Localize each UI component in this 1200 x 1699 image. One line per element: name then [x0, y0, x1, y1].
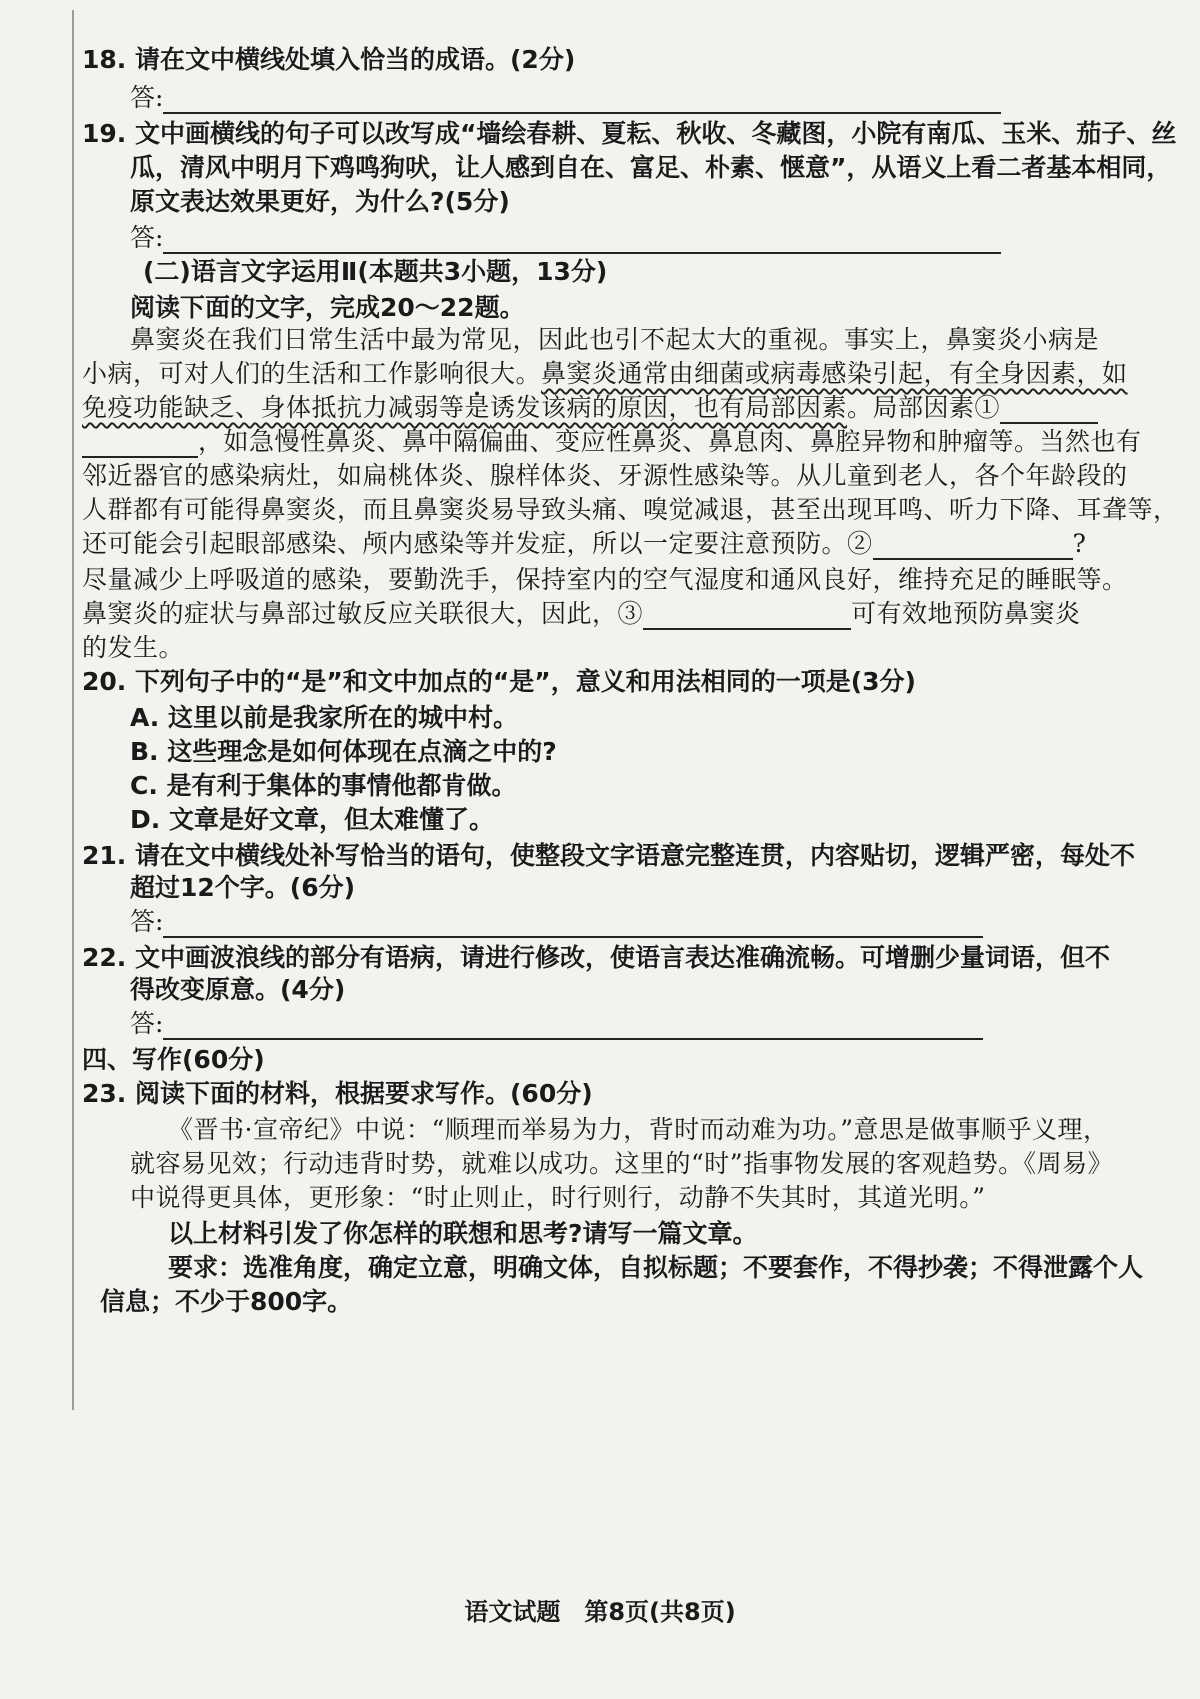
q20-option-b[interactable]: B. 这些理念是如何体现在点滴之中的? [130, 737, 557, 766]
q23-material-1: 《晋书·宣帝纪》中说：“顺理而举易为力，背时而动难为功。”意思是做事顺乎义理， [168, 1115, 1109, 1144]
passage-line-8: 尽量减少上呼吸道的感染，要勤洗手，保持室内的空气湿度和通风良好，维持充足的睡眠等。 [82, 565, 1128, 594]
passage-line-5: 邻近器官的感染病灶，如扁桃体炎、腺样体炎、牙源性感染等。从儿童到老人，各个年龄段的 [82, 461, 1128, 490]
q19-answer-label: 答: [130, 223, 164, 252]
q21-answer-row [130, 906, 983, 938]
q22-answer-label: 答: [130, 1009, 164, 1038]
blank-1a[interactable] [1000, 398, 1098, 424]
q23-requirements-2: 信息；不少于800字。 [100, 1287, 353, 1316]
passage-line-7 [82, 528, 1086, 560]
q22-line-1: 22. 文中画波浪线的部分有语病，请进行修改，使语言表达准确流畅。可增删少量词语，但不 [82, 943, 1110, 972]
blank-2[interactable] [873, 534, 1073, 560]
q19-answer-blank[interactable] [163, 228, 1001, 254]
q23-requirements: 要求：选准角度，确定立意，明确文体，自拟标题；不要套作，不得抄袭；不得泄露个人 [168, 1253, 1144, 1282]
passage-line-2 [82, 358, 1128, 390]
q18-answer-blank[interactable] [163, 88, 1001, 114]
passage-text: ? [1072, 529, 1087, 558]
wavy-underlined-text: 诱发该病的原因，也有局部因素 [490, 393, 848, 422]
q20-option-d[interactable]: D. 文章是好文章，但太难懂了。 [130, 805, 494, 834]
page-footer: 语文试题 第8页(共8页) [464, 1598, 736, 1626]
q23-material-3: 中说得更具体，更形象：“时止则止，时行则行，动静不失其时，其道光明。” [130, 1183, 986, 1212]
wavy-underlined-text: 免疫功能缺乏、身体抵抗力减弱等 [82, 393, 465, 422]
passage-line-1: 鼻窦炎在我们日常生活中最为常见，因此也引不起太大的重视。事实上，鼻窦炎小病是 [130, 325, 1100, 354]
q20-text: 20. 下列句子中的“是”和文中加点的“是”，意义和用法相同的一项是(3分) [82, 667, 916, 696]
q19-line-3: 原文表达效果更好，为什么?(5分) [130, 187, 510, 216]
q21-answer-label: 答: [130, 907, 164, 936]
q19-answer-row [130, 222, 1001, 254]
q22-answer-blank[interactable] [163, 1014, 983, 1040]
passage-line-10: 的发生。 [82, 633, 185, 662]
passage-text: 。局部因素① [847, 393, 1001, 422]
passage-line-4 [82, 426, 1142, 458]
passage-text: ，如急慢性鼻炎、鼻中隔偏曲、变应性鼻炎、鼻息肉、鼻腔异物和肿瘤等。当然也有 [198, 427, 1142, 456]
q18-answer-label: 答: [130, 83, 164, 112]
q20-option-c[interactable]: C. 是有利于集体的事情他都肯做。 [130, 771, 517, 800]
q23-prompt: 以上材料引发了你怎样的联想和思考?请写一篇文章。 [168, 1219, 758, 1248]
q22-answer-row [130, 1008, 983, 1040]
passage-line-9 [82, 598, 1081, 630]
q23-material-2: 就容易见效；行动违背时势，就难以成功。这里的“时”指事物发展的客观趋势。《周易》 [130, 1149, 1114, 1178]
section2-instruction: 阅读下面的文字，完成20～22题。 [130, 293, 525, 322]
q18-text: 18. 请在文中横线处填入恰当的成语。(2分) [82, 45, 576, 74]
q21-answer-blank[interactable] [163, 912, 983, 938]
q20-option-a[interactable]: A. 这里以前是我家所在的城中村。 [130, 703, 519, 732]
q18-answer-row [130, 82, 1001, 114]
section2-heading: (二)语言文字运用Ⅱ(本题共3小题，13分) [143, 257, 608, 286]
q19-line-2: 瓜，清风中明月下鸡鸣狗吠，让人感到自在、富足、朴素、惬意”，从语义上看二者基本相同， [130, 153, 1172, 182]
passage-text: 鼻窦炎的症状与鼻部过敏反应关联很大，因此，③ [82, 599, 644, 628]
margin-rule [72, 10, 74, 1410]
q22-line-2: 得改变原意。(4分) [130, 975, 346, 1004]
q23-line-1: 23. 阅读下面的材料，根据要求写作。(60分) [82, 1079, 593, 1108]
passage-text: 还可能会引起眼部感染、颅内感染等并发症，所以一定要注意预防。② [82, 529, 873, 558]
section4-heading: 四、写作(60分) [82, 1045, 265, 1074]
passage-line-3 [82, 392, 1098, 424]
q19-line-1: 19. 文中画横线的句子可以改写成“墙绘春耕、夏耘、秋收、冬藏图，小院有南瓜、玉米、茄子、丝 [82, 119, 1177, 148]
passage-line-6: 人群都有可能得鼻窦炎，而且鼻窦炎易导致头痛、嗅觉减退，甚至出现耳鸣、听力下降、耳聋等， [82, 495, 1179, 524]
blank-1b[interactable] [82, 432, 198, 458]
passage-text: 可有效地预防鼻窦炎 [851, 599, 1081, 628]
wavy-underlined-text: 如 [1102, 359, 1128, 388]
blank-3[interactable] [643, 604, 851, 630]
wavy-underlined-text: 鼻窦炎通常由细菌或病毒感染引起，有全身因素， [541, 359, 1103, 388]
q21-line-1: 21. 请在文中横线处补写恰当的语句，使整段文字语意完整连贯，内容贴切，逻辑严密，每处不 [82, 841, 1135, 870]
dotted-emphasis-char: 是 [464, 393, 491, 422]
passage-text: 小病，可对人们的生活和工作影响很大。 [82, 359, 542, 388]
q21-line-2: 超过12个字。(6分) [130, 873, 356, 902]
